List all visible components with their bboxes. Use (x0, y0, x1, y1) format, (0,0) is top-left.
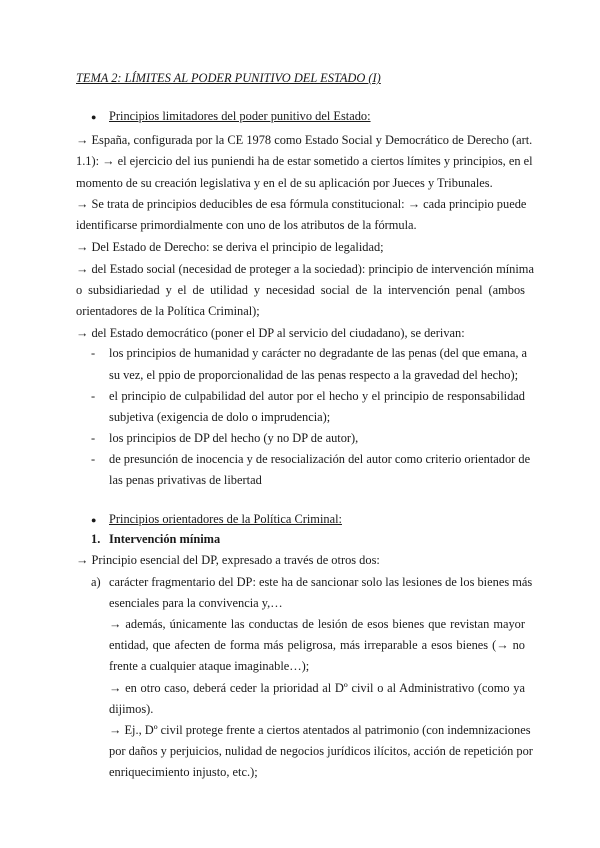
section1-line: o subsidiariedad y el de utilidad y necesidad social de la intervención penal (ambos (76, 283, 525, 297)
item-a-label: a) (91, 575, 101, 589)
para1-line: entidad, que afecten de forma más peligrosa, más irreparable a esos bienes (→ no (109, 638, 525, 652)
section2-heading: Principios orientadores de la Política Criminal: (109, 512, 342, 526)
para3-line: → Ej., Dº civil protege frente a ciertos atentados al patrimonio (con indemnizaciones (109, 723, 531, 737)
subheading: Intervención mínima (109, 532, 221, 546)
list-item: los principios de DP del hecho (y no DP de autor), (109, 431, 359, 445)
section1-line: momento de su creación legislativa y en el de su aplicación por Jueces y Tribunales. (76, 176, 493, 190)
bullet-icon: ● (91, 112, 97, 122)
section1-line: → Del Estado de Derecho: se deriva el principio de legalidad; (76, 240, 384, 254)
list-item: de presunción de inocencia y de resocialización del autor como criterio orientador de (109, 452, 531, 466)
item-a-line: carácter fragmentario del DP: este ha de sancionar solo las lesiones de los bienes más (109, 575, 533, 589)
list-dash: - (91, 346, 96, 360)
section1-line: → Se trata de principios deducibles de esa fórmula constitucional: → cada principio puede (76, 197, 527, 211)
list-item: los principios de humanidad y carácter no degradante de las penas (del que emana, a (109, 346, 528, 360)
para3-line: enriquecimiento injusto, etc.); (109, 765, 258, 779)
para3-line: por daños y perjuicios, nulidad de negocios jurídicos ilícitos, acción de repetición por (109, 744, 533, 758)
section1-line: identificarse primordialmente con uno de los atributos de la fórmula. (76, 218, 417, 232)
section2-intro: → Principio esencial del DP, expresado a través de otros dos: (76, 553, 380, 567)
item-a-line: esenciales para la convivencia y,… (109, 596, 283, 610)
section1-line: → España, configurada por la CE 1978 como Estado Social y Democrático de Derecho (art. (76, 133, 533, 147)
bullet-icon: ● (91, 515, 97, 525)
section1-line: orientadores de la Política Criminal); (76, 304, 260, 318)
list-dash: - (91, 452, 96, 466)
section1-line: → del Estado democrático (poner el DP al servicio del ciudadano), se derivan: (76, 326, 465, 340)
list-item: el principio de culpabilidad del autor por el hecho y el principio de responsabilidad (109, 389, 525, 403)
list-item: las penas privativas de libertad (109, 473, 262, 487)
list-item: su vez, el ppio de proporcionalidad de las penas respecto a la gravedad del hecho); (109, 368, 519, 382)
section1-line: → del Estado social (necesidad de proteger a la sociedad): principio de intervención mínima (76, 262, 534, 276)
list-dash: - (91, 389, 96, 403)
para2-line: → en otro caso, deberá ceder la prioridad al Dº civil o al Administrativo (como ya (109, 681, 525, 695)
page-title: TEMA 2: LÍMITES AL PODER PUNITIVO DEL ESTADO (I) (76, 71, 381, 85)
list-item: subjetiva (exigencia de dolo o imprudencia); (109, 410, 331, 424)
section1-heading: Principios limitadores del poder punitivo del Estado: (109, 109, 371, 123)
subheading-number: 1. (91, 532, 101, 546)
para1-line: frente a cualquier ataque imaginable…); (109, 659, 310, 673)
list-dash: - (91, 431, 96, 445)
para2-line: dijimos). (109, 702, 154, 716)
section1-line: 1.1): → el ejercicio del ius puniendi ha de estar sometido a ciertos límites y principios, en el (76, 154, 533, 168)
para1-line: → además, únicamente las conductas de lesión de esos bienes que revistan mayor (109, 617, 525, 631)
